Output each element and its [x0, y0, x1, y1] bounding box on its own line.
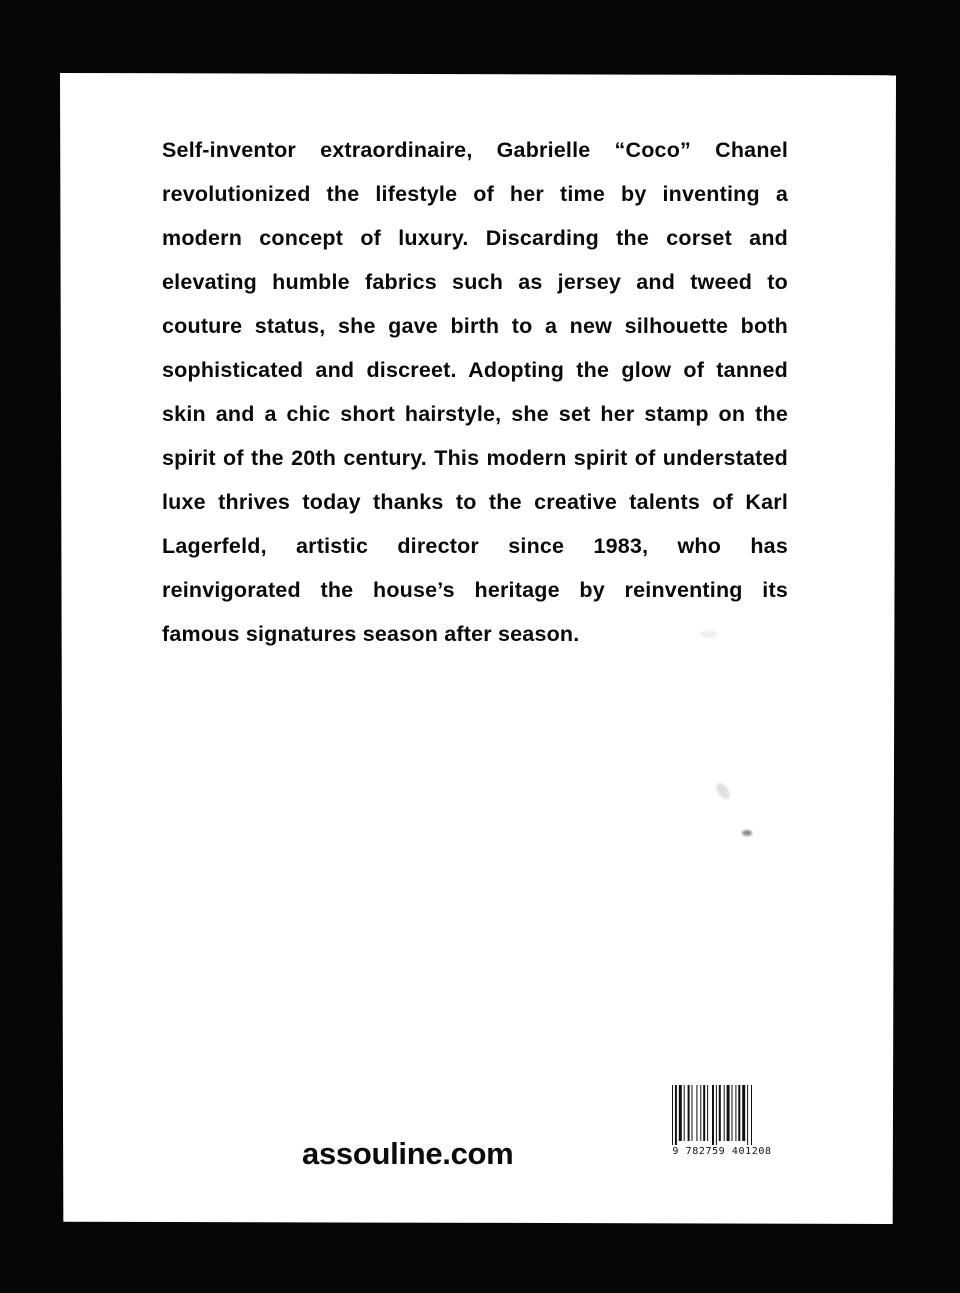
publisher-website: assouline.com: [302, 1136, 514, 1171]
cover-blurb: Self-inventor extraordinaire, Gabrielle “Coco” Chanel revolutionized the lifestyle of her time by inventing a modern concept of luxury. Discarding the corset and elevating humble fabrics such as jersey and tweed to couture status, she gave birth to a new silhouette both sophisticated and discreet. Adopting the glow of tanned skin and a chic short hairstyle, she set her stamp on the spirit of the 20th century. This modern spirit of understated luxe thrives today thanks to the creative talents of Karl Lagerfeld, artistic director since 1983, who has reinvigorated the house’s heritage by reinventing its famous signatures season after season.: [162, 138, 788, 646]
cover-smudge: [742, 830, 752, 836]
barcode-bars: [662, 1083, 782, 1145]
cover-smudge: [700, 630, 718, 638]
barcode-number: 9 782759 401208: [672, 1146, 772, 1157]
isbn-barcode: [662, 1083, 782, 1165]
